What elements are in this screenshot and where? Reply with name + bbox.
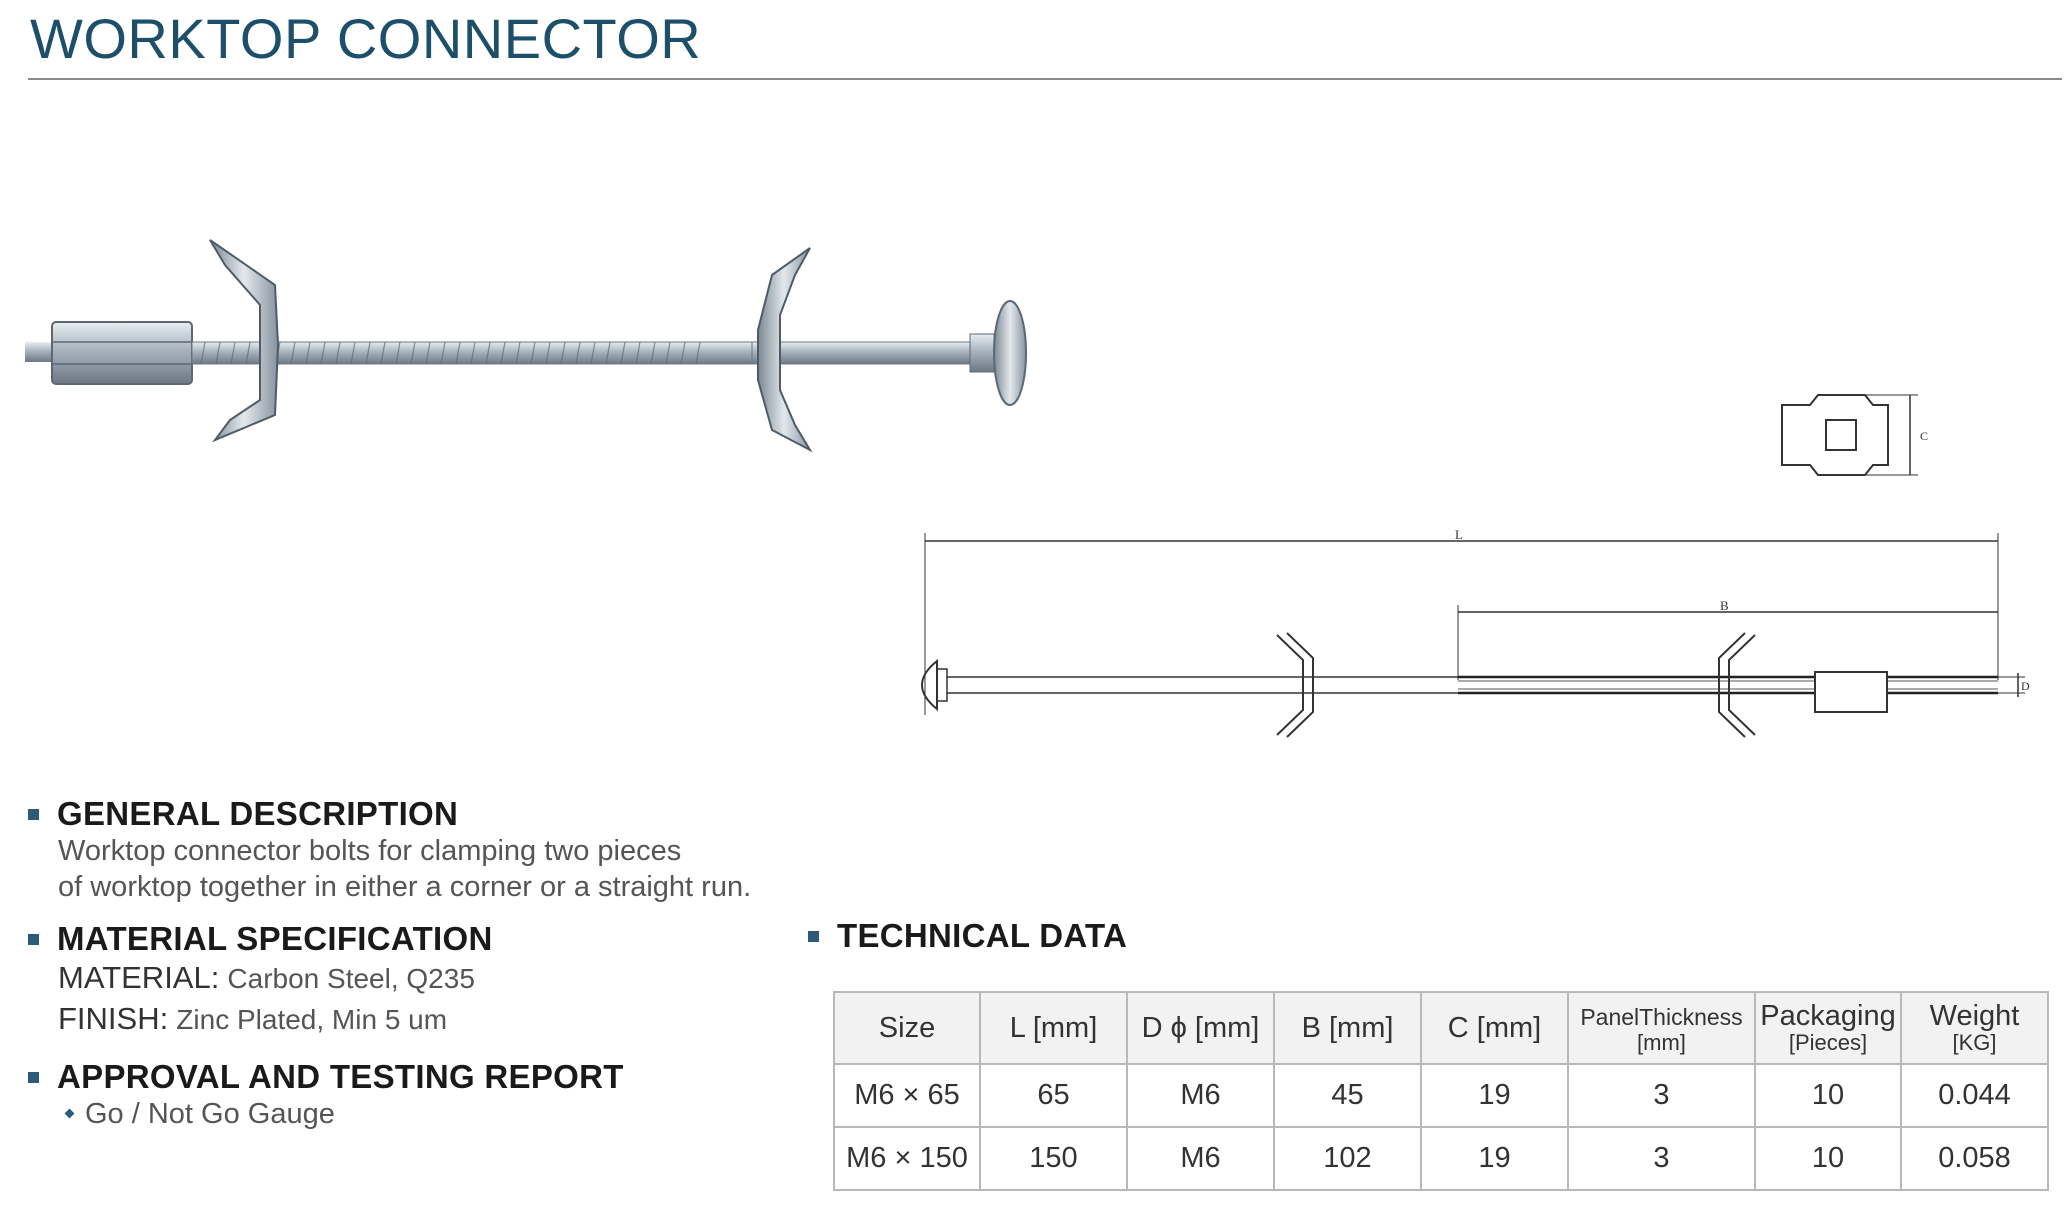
cell-weight: 0.058	[1901, 1127, 2048, 1190]
diamond-bullet-icon	[65, 1108, 75, 1118]
cell-c: 19	[1421, 1127, 1568, 1190]
cell-size: M6 × 65	[834, 1064, 980, 1127]
approval-testing-section	[28, 1058, 624, 1132]
technical-data-title: TECHNICAL DATA	[837, 917, 1128, 954]
technical-data-table	[833, 991, 2049, 1191]
cell-packaging: 10	[1755, 1064, 1901, 1127]
col-panel-unit: [mm]	[1637, 1030, 1686, 1055]
dim-label-c: C	[1920, 429, 1929, 443]
end-view-drawing	[1770, 390, 1930, 485]
dim-label-l: L	[1455, 527, 1463, 542]
section-bullet-icon	[808, 931, 819, 942]
col-weight-unit: [KG]	[1952, 1030, 1997, 1055]
cell-size: M6 × 150	[834, 1127, 980, 1190]
col-panel-thickness	[1568, 992, 1755, 1064]
col-l: L [mm]	[980, 992, 1127, 1064]
section-bullet-icon	[28, 1072, 39, 1083]
approval-item: Go / Not Go Gauge	[85, 1098, 335, 1130]
table-row	[834, 1064, 2048, 1127]
title-divider	[28, 78, 2062, 80]
general-description-line: Worktop connector bolts for clamping two pieces	[58, 835, 682, 867]
cell-l: 65	[980, 1064, 1127, 1127]
col-weight-label: Weight	[1929, 1000, 2020, 1032]
col-c: C [mm]	[1421, 992, 1568, 1064]
product-photo	[20, 230, 1030, 460]
col-panel-label: PanelThickness	[1580, 1004, 1743, 1030]
col-b: B [mm]	[1274, 992, 1421, 1064]
cell-c: 19	[1421, 1064, 1568, 1127]
material-specification-section	[28, 920, 493, 1040]
cell-panel: 3	[1568, 1127, 1755, 1190]
general-description-title: GENERAL DESCRIPTION	[57, 795, 459, 832]
section-bullet-icon	[28, 809, 39, 820]
col-weight	[1901, 992, 2048, 1064]
finish-value: Zinc Plated, Min 5 um	[176, 1004, 448, 1035]
dim-label-b: B	[1720, 598, 1729, 613]
cell-panel: 3	[1568, 1064, 1755, 1127]
material-key: MATERIAL:	[58, 960, 220, 995]
material-value: Carbon Steel, Q235	[227, 963, 475, 994]
col-packaging-label: Packaging	[1760, 1000, 1896, 1032]
table-row	[834, 1127, 2048, 1190]
material-specification-title: MATERIAL SPECIFICATION	[57, 920, 493, 957]
cell-b: 45	[1274, 1064, 1421, 1127]
cell-d: M6	[1127, 1064, 1274, 1127]
cell-weight: 0.044	[1901, 1064, 2048, 1127]
technical-data-header	[808, 917, 1127, 955]
general-description-section	[28, 795, 751, 905]
cell-d: M6	[1127, 1127, 1274, 1190]
col-packaging	[1755, 992, 1901, 1064]
cell-b: 102	[1274, 1127, 1421, 1190]
cell-packaging: 10	[1755, 1127, 1901, 1190]
section-bullet-icon	[28, 934, 39, 945]
table-header-row	[834, 992, 2048, 1064]
general-description-line: of worktop together in either a corner or a straight run.	[58, 871, 752, 903]
page-title: WORKTOP CONNECTOR	[30, 7, 702, 70]
col-packaging-unit: [Pieces]	[1788, 1030, 1868, 1055]
approval-testing-title: APPROVAL AND TESTING REPORT	[57, 1058, 624, 1095]
col-d: D ϕ [mm]	[1127, 992, 1274, 1064]
side-view-drawing	[915, 525, 2035, 760]
col-size: Size	[834, 992, 980, 1064]
cell-l: 150	[980, 1127, 1127, 1190]
dim-label-d: D	[2021, 679, 2030, 693]
finish-key: FINISH:	[58, 1001, 169, 1036]
